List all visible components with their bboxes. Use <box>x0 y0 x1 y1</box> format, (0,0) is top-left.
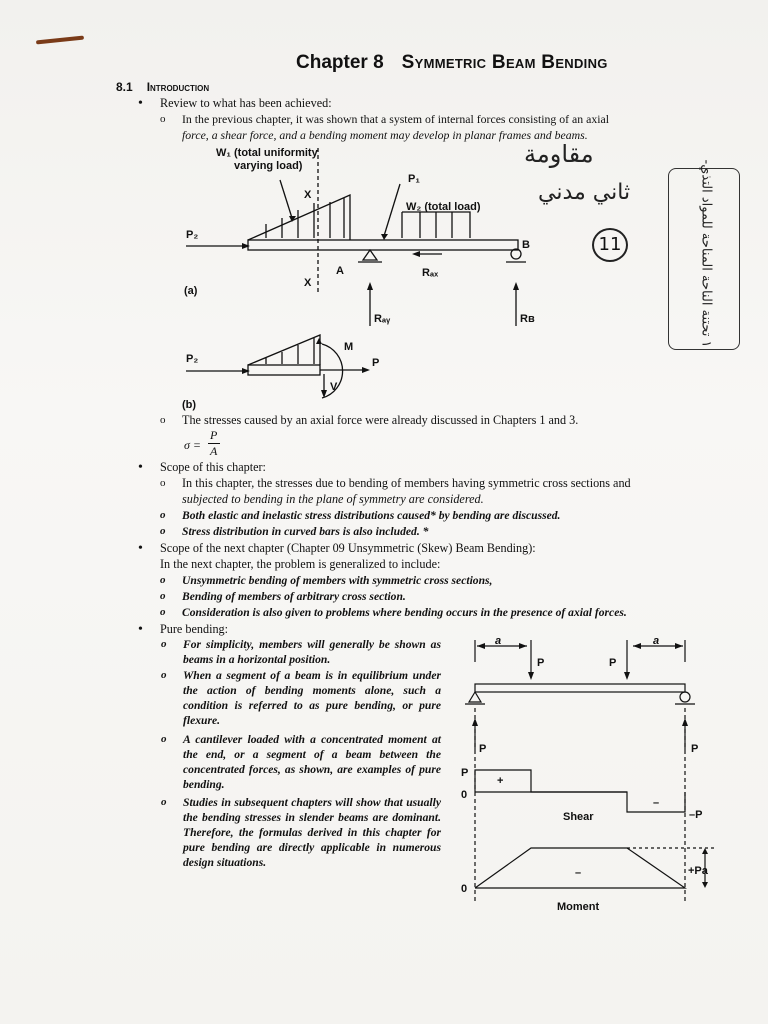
section-name: Introduction <box>146 80 210 94</box>
handwritten-circled-number <box>592 228 628 262</box>
pen-mark <box>36 36 84 45</box>
stresses-axial-line: o The stresses caused by an axial force were already discussed in Chapters 1 and 3. <box>182 413 578 428</box>
fig-m: M <box>344 341 354 353</box>
scope-line-1: o In this chapter, the stresses due to bending of members having symmetric cross sections and <box>182 476 631 491</box>
pure-bending-point-3: o A cantilever loaded with a concentrated moment at the end, or a segment of a beam between the concentrated forces, as shown, are examples of pure bending. <box>183 732 441 792</box>
fig-v: V <box>330 381 338 393</box>
fig-b: B <box>522 239 530 251</box>
handwritten-note-2: ثاني مدني <box>538 180 631 205</box>
diag-moment-label: Moment <box>557 901 600 913</box>
section-heading <box>116 80 209 94</box>
handwritten-side-text: -١ تحتنة الناحة المناحة للمواد التذي <box>698 159 714 348</box>
prev-chapter-line-1: o In the previous chapter, it was shown that a system of internal forces consisting of an axial <box>182 112 609 127</box>
shear-moment-diagram <box>455 632 735 922</box>
next-chapter-title: • Scope of the next chapter (Chapter 09 Unsymmetric (Skew) Beam Bending): <box>160 541 536 556</box>
fig-rax: Rₐₓ <box>422 267 439 279</box>
next-chapter-line-3: o Consideration is also given to problems where bending occurs in the presence of axial forces. <box>182 605 627 620</box>
diag-neg-p: –P <box>689 809 703 821</box>
diag-shear-p: P <box>461 767 469 779</box>
diag-shear-zero: 0 <box>461 789 468 801</box>
next-chapter-line-1: o Unsymmetric bending of members with symmetric cross sections, <box>182 573 492 588</box>
diag-shear-label: Shear <box>563 811 594 823</box>
diag-plus: + <box>497 775 504 787</box>
diag-p-react-right: P <box>691 743 699 755</box>
pure-bending-point-4: o Studies in subsequent chapters will show that usually the bending stresses in slender beams are dominant. Therefore, the formulas derived in this chapter for pure bending are directly applicable in numerous design situations. <box>183 795 441 870</box>
diag-moment-zero: 0 <box>461 883 468 895</box>
beam-free-body-figure <box>170 140 535 411</box>
diag-a-left: a <box>495 635 502 647</box>
fig-p2-b: P₂ <box>186 353 199 365</box>
handwritten-side-note <box>668 159 740 350</box>
scope-line-3: o Both elastic and inelastic stress distributions caused* by bending are discussed. <box>182 508 560 523</box>
formula-lhs: σ = <box>184 438 202 452</box>
fig-x-top: X <box>304 189 312 201</box>
scope-title: • Scope of this chapter: <box>160 460 266 475</box>
handwritten-note-1: مقاومة <box>524 140 594 168</box>
diag-minus-shear: – <box>653 797 660 809</box>
fig-p1: P₁ <box>408 173 420 185</box>
scope-line-2: subjected to bending in the plane of symmetry are considered. <box>182 492 484 506</box>
chapter-title <box>296 52 608 74</box>
pure-bending-point-2: o When a segment of a beam is in equilibrium under the action of bending moments alone, such a condition is referred to as pure bending, or pure flexure. <box>183 668 441 728</box>
fig-w2: W₂ (total load) <box>406 201 481 213</box>
pure-bending-point-1: o For simplicity, members will generally be shown as beams in a horizontal position. <box>183 637 441 667</box>
fig-a: A <box>336 265 344 277</box>
diag-p-load-right: P <box>609 657 617 669</box>
diag-p-react-left: P <box>479 743 487 755</box>
fig-ray: Rₐᵧ <box>374 313 391 325</box>
fig-w1-label-1: W₁ (total uniformity <box>216 147 318 159</box>
next-chapter-intro: In the next chapter, the problem is generalized to include: <box>160 557 441 571</box>
diag-minus-moment: – <box>575 867 582 879</box>
fig-p2-a: P₂ <box>186 229 199 241</box>
formula-numerator: P <box>210 428 218 442</box>
chapter-number: Chapter 8 <box>296 52 384 73</box>
fig-x-bottom: X <box>304 277 312 289</box>
chapter-name: Symmetric Beam Bending <box>401 52 608 73</box>
formula-denominator: A <box>210 444 218 458</box>
next-chapter-line-2: o Bending of members of arbitrary cross section. <box>182 589 406 604</box>
diag-pa: +Pa <box>688 865 708 877</box>
scope-line-4: o Stress distribution in curved bars is also included. * <box>182 524 428 539</box>
handwritten-number: 11 <box>598 234 622 255</box>
fig-w1-label-2: varying load) <box>234 160 303 172</box>
diag-a-right: a <box>653 635 660 647</box>
pure-bending-title: • Pure bending: <box>160 622 228 637</box>
section-number: 8.1 <box>116 80 133 94</box>
fig-label-b: (b) <box>182 399 197 411</box>
diag-p-load-left: P <box>537 657 545 669</box>
review-bullet: • Review to what has been achieved: <box>160 96 332 111</box>
prev-chapter-line-2: force, a shear force, and a bending moment may develop in planar frames and beams. <box>182 128 588 142</box>
fig-p: P <box>372 357 380 369</box>
fig-label-a: (a) <box>184 285 198 297</box>
fig-rb: Rʙ <box>520 313 535 325</box>
